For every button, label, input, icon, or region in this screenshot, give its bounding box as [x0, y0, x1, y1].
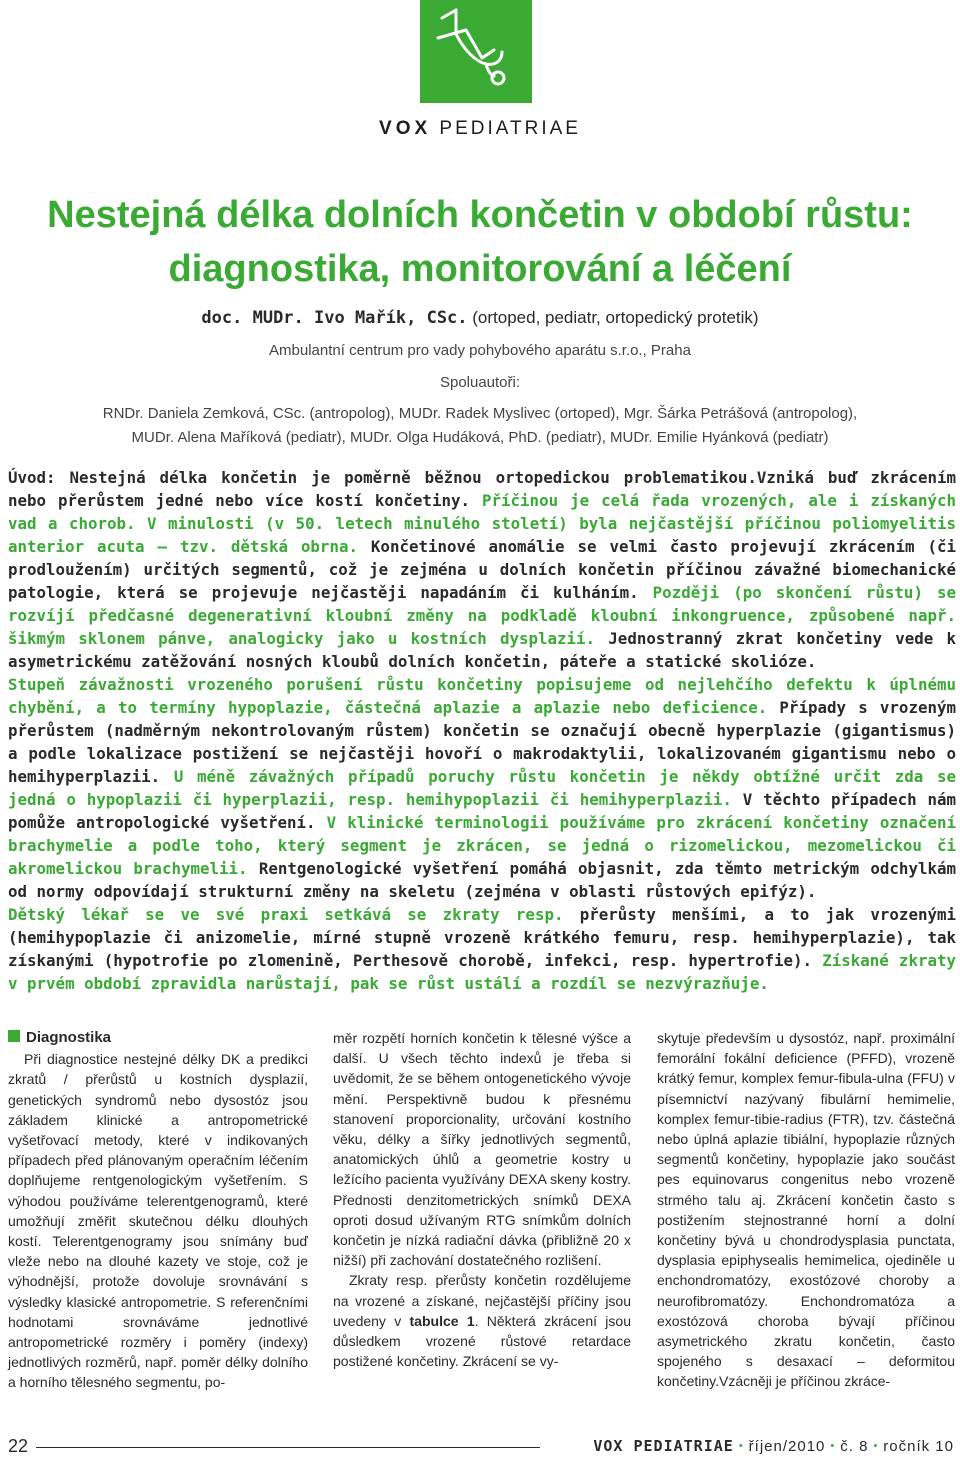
table-reference: tabulce 1 — [409, 1312, 475, 1329]
footer-volume: ročník 10 — [883, 1438, 954, 1455]
brand-rest: PEDIATRIAE — [439, 118, 581, 139]
body-paragraph: skytuje především u dysostóz, např. proximální femorální fokální deficience (PFFD), vrozeně krátký femur, komplex femur-fibula-ulna (FFU) v písemnictví nazývaný fibulární hemimelie, komplex femur-tibie-radius (FTR), tzv. částečná nebo úplná aplazie tibiální, hypoplazie různých segmentů končetiny, hypoplazie jako součást pes equinovarus congenitus nebo vrozeně strmého talu aj. Zkrácení končetin často s postižením stejnostranné horní a dolní končetiny bývá u chondrodysplasia punctata, dysplasia epiphysealis hemimelica, ojediněle u enchondromatózy, exostózové choroby a neurofibromatózy. Enchondromatóza a exostózová choroba bývají příčinou asymetrického zkratu končetin, často spojeného s desaxací – deformitou končetiny.Vzácněji je příčinou zkráce- — [657, 1030, 955, 1390]
abstract-text: Jednostranný zkrat končetiny vede k asymetrickému zatěžování nosných kloubů dolních končetin, páteře a statické skolióze. — [8, 629, 956, 671]
abstract-text: Rentgenologické vyšetření pomáhá objasnit, zda těmto metrickým odchylkám od normy odpovídají strukturní změny na skeletu (zejména v oblasti růstových epifýz). — [8, 859, 956, 901]
coauthors-line-2: MUDr. Alena Maříková (pediatr), MUDr. Olga Hudáková, PhD. (pediatr), MUDr. Emilie Hyánková (pediatr) — [131, 429, 829, 446]
bullet-icon: • — [738, 1440, 744, 1452]
author-role: (ortoped, pediatr, ortopedický protetik) — [467, 308, 759, 327]
footer-number: č. 8 — [840, 1438, 869, 1455]
abstract-highlight: V klinické terminologii používáme pro zkrácení končetiny označení brachymelie a podle toho, který segment je zkrácen, se jedná o rizomelickou, mezomelickou či akromelickou brachymelii. — [8, 813, 956, 878]
coauthors — [30, 402, 930, 450]
abstract-highlight: Získané zkraty v prvém období zpravidla narůstají, pak se růst ustálí a rozdíl se nezvýrazňuje. — [8, 951, 956, 993]
magazine-brand — [0, 118, 960, 140]
bullet-icon: • — [830, 1440, 836, 1452]
abstract-highlight: Příčinou je celá řada vrozených, ale i získaných vad a chorob. V minulosti (v 50. letech minulého století) byla nejčastější příčinou poliomyelitis anterior acuta – tzv. dětská obrna. — [8, 491, 956, 556]
bullet-icon: • — [873, 1440, 879, 1452]
abstract-highlight: U méně závažných případů poruchy růstu končetin je někdy obtížné určit zda se jedná o hypoplazii či hyperplazii, resp. hemihypoplazii či hemihyperplazii. — [8, 767, 957, 809]
stethoscope-logo-icon — [420, 0, 532, 103]
abstract-paragraph-2 — [8, 673, 956, 903]
footer-issue-info — [593, 1437, 954, 1455]
brand-bold: VOX — [379, 118, 432, 139]
body-paragraph: měr rozpětí horních končetin k tělesné výšce a další. U všech těchto indexů je třeba si uvědomit, že se během ontogenetického vývoje mění. Perspektivně budou k přesnému stanovení proporcionality, určování kostního věku, délky a šířky jednotlivých segmentů, anatomických úhlů a geometrie kostry u ležícího pacienta využívány DEXA skeny kostry. Přednosti denzitometrických snímků DEXA oproti dosud užívaným RTG snímkům dolních končetin je nízká radiační dávka (přibližně 20 x nižší) při zachování dostatečného rozlišení. — [333, 1030, 631, 1269]
section-heading-text: Diagnostika — [26, 1029, 112, 1046]
section-square-icon — [8, 1030, 20, 1042]
body-column-2 — [333, 1028, 631, 1371]
abstract-text: přerůsty menšími, a to jak vrozenými (hemihypoplazie či anizomelie, mírné stupně vrozeně krátkého femuru, resp. hemihyperplazie), tak získanými (hypotrofie po zlomenině, Perthesově chorobě, infekci, resp. hypertrofie). — [8, 905, 956, 970]
author-name: doc. MUDr. Ivo Mařík, CSc. — [201, 308, 468, 328]
body-paragraph — [333, 1270, 631, 1371]
page-number: 22 — [8, 1436, 29, 1456]
coauthors-line-1: RNDr. Daniela Zemková, CSc. (antropolog), MUDr. Radek Myslivec (ortoped), Mgr. Šárka Petrášová (antropolog), — [102, 405, 858, 422]
affiliation: Ambulantní centrum pro vady pohybového aparátu s.r.o., Praha — [269, 342, 691, 359]
title-line-2: diagnostika, monitorování a léčení — [168, 248, 792, 290]
abstract — [8, 466, 956, 995]
footer-rule — [36, 1447, 540, 1448]
page-footer — [0, 1436, 960, 1458]
abstract-paragraph-3 — [8, 903, 956, 995]
abstract-text: Případy s vrozeným přerůstem (nadměrným nekontrolovaným růstem) končetin se označují obecně hyperplazie (gigantismus) a podle lokalizace postižení se nejčastěji hovoří o makrodaktylii, lokalizovaném gigantismu nebo o hemihyperplazii. — [8, 698, 956, 786]
body-text: Zkraty resp. přerůsty končetin rozdělujeme na vrozené a získané, nejčastější příčiny jsou uvedeny v — [333, 1272, 631, 1329]
abstract-highlight: Dětský lékař se ve své praxi setkává se zkraty resp. — [8, 905, 580, 924]
main-author — [0, 308, 960, 328]
footer-issue: říjen/2010 — [748, 1438, 826, 1455]
body-paragraph: Při diagnostice nestejné délky DK a predikci zkratů / přerůstů u kostních dysplazií, genetických syndromů nebo dysostóz jsou základem klinické a antropometrické vyšetřovací metody, které v indikovaných případech před plánovaným operačním léčením doplňujeme rentgenologickým vyšetřením. S výhodou používáme telerentgenogramů, které umožňují změřit skutečnou délku dlouhých kostí. Telerentgenogramy jsou snímány buď vleže nebo na dlouhé kazety ve stoje, což je výhodnější, protože dovoluje srovnávání s výsledky klasické antropometrie. S referenčními hodnotami srovnáváme jednotlivé antropometrické rozměry i poměry (indexy) jednotlivých rozměrů, např. poměr délky dolního a horního tělesného segmentu, po- — [8, 1051, 308, 1391]
body-text: . Některá zkrácení jsou důsledkem vrozené růstové retardace postižené končetiny. Zkrácení se vy- — [333, 1312, 631, 1370]
article-title — [0, 188, 960, 296]
abstract-highlight: Stupeň závažnosti vrozeného porušení růstu končetiny popisujeme od nejlehčího defektu k úplnému chybění, a to termíny hypoplazie, částečná aplazie a aplazie nebo deficience. — [8, 675, 956, 717]
body-column-1 — [8, 1028, 308, 1393]
abstract-highlight: Později (po skončení růstu) se rozvíjí předčasné degenerativní kloubní změny na podkladě kloubní inkongruence, způsobené např. šikmým sklonem pánve, analogicky jako u kostních dysplazií. — [8, 583, 956, 648]
abstract-paragraph-1 — [8, 466, 956, 673]
footer-brand: VOX PEDIATRIAE — [593, 1437, 734, 1455]
body-column-3 — [657, 1028, 955, 1392]
section-heading — [8, 1028, 308, 1048]
coauthors-label: Spoluautoři: — [439, 374, 521, 391]
abstract-text: Končetinové anomálie se velmi často projevují zkrácením (či prodloužením) určitých segmentů, což je zejména u dolních končetin příčinou závažné biomechanické patologie, která se projevuje nejčastěji napadáním či kulháním. — [8, 537, 956, 602]
title-line-1: Nestejná délka dolních končetin v období růstu: — [47, 194, 913, 236]
abstract-text: V těchto případech nám pomůže antropologické vyšetření. — [8, 790, 956, 832]
abstract-text: Úvod: Nestejná délka končetin je poměrně běžnou ortopedickou problematikou.Vzniká buď zkrácením nebo přerůstem jedné nebo více kostí končetiny. — [8, 468, 956, 510]
